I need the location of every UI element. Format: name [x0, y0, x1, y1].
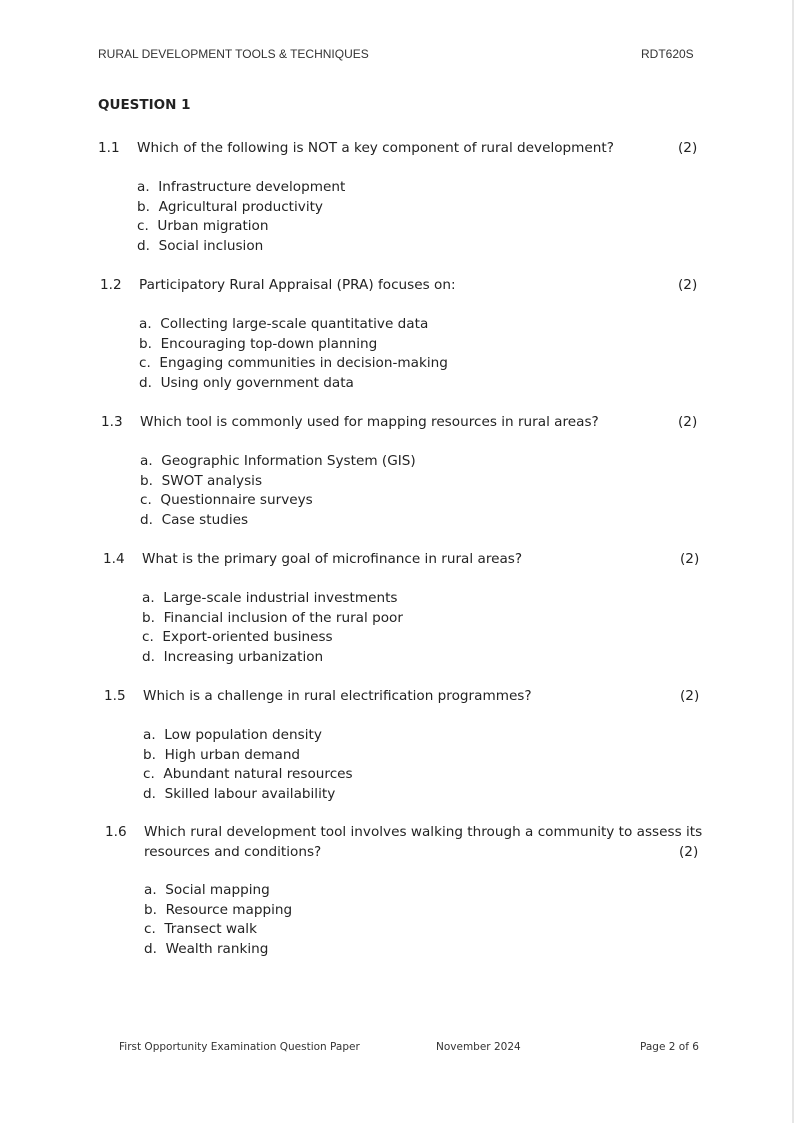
question-text [142, 549, 522, 569]
question-number: 1.6 [105, 824, 127, 840]
answer-option: c. Export-oriented business [142, 629, 333, 646]
answer-option: b. Encouraging top-down planning [139, 335, 378, 352]
answer-option: d. Social inclusion [137, 238, 264, 255]
question-text-line: Which of the following is NOT a key component of rural development? [137, 140, 614, 156]
answer-option: a. Collecting large-scale quantitative data [139, 316, 429, 332]
answer-option: c. Questionnaire surveys [140, 492, 313, 509]
answer-options [140, 452, 416, 531]
answer-option: b. Financial inclusion of the rural poor [142, 609, 403, 626]
question-text [143, 686, 532, 706]
answer-option: c. Abundant natural resources [143, 766, 353, 783]
question-text [140, 412, 599, 432]
footer-page-number: Page 2 of 6 [640, 1041, 699, 1053]
answer-options [143, 726, 353, 805]
question-text [144, 822, 702, 862]
answer-options [137, 178, 345, 257]
question-text-line: resources and conditions? [144, 844, 322, 860]
question-text-line: Participatory Rural Appraisal (PRA) focuses on: [139, 277, 456, 293]
question-marks: (2) [678, 140, 698, 156]
answer-option: a. Large-scale industrial investments [142, 590, 398, 606]
question-marks: (2) [680, 551, 700, 567]
question-marks: (2) [679, 844, 699, 860]
answer-option: d. Wealth ranking [144, 941, 269, 958]
question-text [139, 275, 456, 295]
answer-options [139, 315, 448, 394]
question-text-line: Which tool is commonly used for mapping resources in rural areas? [140, 414, 599, 430]
answer-option: d. Using only government data [139, 375, 354, 392]
answer-option: b. Agricultural productivity [137, 198, 323, 215]
answer-option: a. Low population density [143, 727, 322, 743]
question-marks: (2) [680, 688, 700, 704]
course-title: RURAL DEVELOPMENT TOOLS & TECHNIQUES [98, 47, 369, 61]
question-text-line: Which rural development tool involves walking through a community to assess its [144, 824, 703, 840]
answer-option: d. Skilled labour availability [143, 786, 336, 803]
answer-option: d. Increasing urbanization [142, 649, 324, 666]
answer-option: b. High urban demand [143, 746, 301, 763]
course-code: RDT620S [641, 47, 694, 61]
question-text-line: Which is a challenge in rural electrification programmes? [143, 688, 532, 704]
answer-option: a. Infrastructure development [137, 179, 346, 195]
footer-exam-type: First Opportunity Examination Question Paper [119, 1041, 360, 1053]
question-text-line: What is the primary goal of microfinance in rural areas? [142, 551, 523, 567]
question-marks: (2) [678, 414, 698, 430]
question-text [137, 138, 614, 158]
answer-option: c. Urban migration [137, 218, 269, 235]
answer-option: a. Social mapping [144, 882, 270, 898]
question-number: 1.2 [100, 277, 122, 293]
answer-option: b. SWOT analysis [140, 472, 263, 489]
answer-option: d. Case studies [140, 512, 249, 529]
question-marks: (2) [678, 277, 698, 293]
question-number: 1.1 [98, 140, 120, 156]
answer-option: a. Geographic Information System (GIS) [140, 453, 416, 469]
question-number: 1.3 [101, 414, 123, 430]
section-title: QUESTION 1 [98, 97, 191, 113]
answer-option: c. Transect walk [144, 921, 257, 938]
answer-options [144, 881, 292, 960]
answer-options [142, 589, 403, 668]
footer-date: November 2024 [436, 1041, 521, 1053]
answer-option: b. Resource mapping [144, 901, 293, 918]
question-number: 1.5 [104, 688, 126, 704]
question-number: 1.4 [103, 551, 125, 567]
answer-option: c. Engaging communities in decision-making [139, 355, 448, 372]
